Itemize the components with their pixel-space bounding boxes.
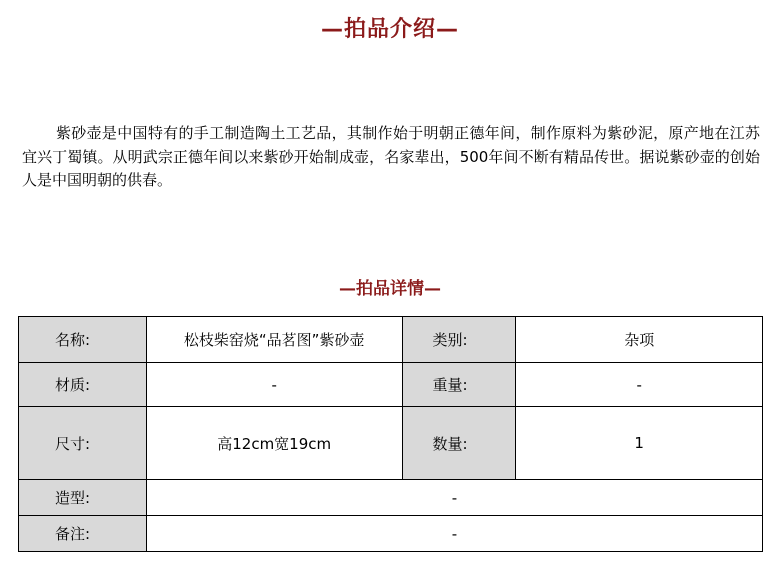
details-table bbox=[18, 316, 763, 552]
table-row bbox=[19, 363, 763, 407]
material-label: 材质: bbox=[19, 363, 147, 407]
shape-value: - bbox=[146, 480, 762, 516]
table-row bbox=[19, 407, 763, 480]
category-value: 杂项 bbox=[516, 317, 763, 363]
name-value: 松枝柴窑烧“品茗图”紫砂壶 bbox=[146, 317, 402, 363]
shape-label: 造型: bbox=[19, 480, 147, 516]
table-row bbox=[19, 317, 763, 363]
category-label: 类别: bbox=[402, 317, 516, 363]
table-row bbox=[19, 516, 763, 552]
intro-section-title: —拍品介绍— bbox=[320, 17, 459, 42]
remark-value: - bbox=[146, 516, 762, 552]
name-label: 名称: bbox=[19, 317, 147, 363]
material-value: - bbox=[146, 363, 402, 407]
detail-section-title: —拍品详情— bbox=[339, 279, 441, 299]
intro-paragraph: 紫砂壶是中国特有的手工制造陶土工艺品，其制作始于明朝正德年间，制作原料为紫砂泥，原产地在江苏宜兴丁蜀镇。从明武宗正德年间以来紫砂开始制成壶，名家辈出，500年间不断有精品传世。据说紫砂壶的创始人是中国明朝的供春。 bbox=[22, 124, 760, 189]
size-label: 尺寸: bbox=[19, 407, 147, 480]
weight-label: 重量: bbox=[402, 363, 516, 407]
quantity-label: 数量: bbox=[402, 407, 516, 480]
size-value: 高12cm宽19cm bbox=[146, 407, 402, 480]
quantity-value: 1 bbox=[516, 407, 763, 480]
table-row bbox=[19, 480, 763, 516]
weight-value: - bbox=[516, 363, 763, 407]
remark-label: 备注: bbox=[19, 516, 147, 552]
